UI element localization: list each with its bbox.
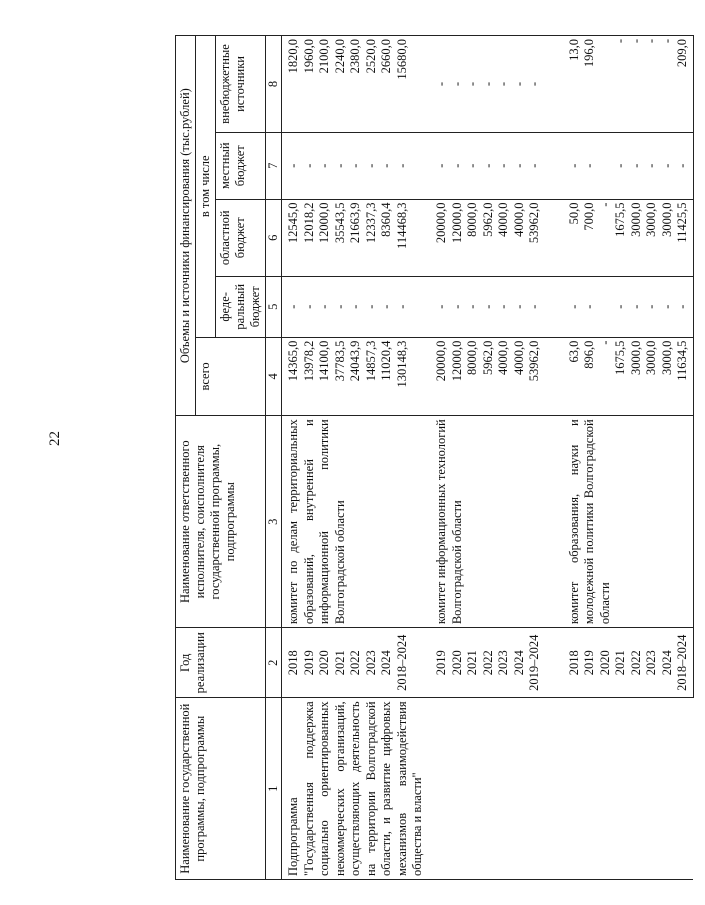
value-cell: - — [317, 304, 331, 309]
regional-values — [434, 203, 543, 273]
years-list — [286, 631, 410, 694]
value-cell: 63,0 — [566, 340, 581, 363]
value-cell: 2021 — [613, 650, 627, 676]
value-cell: - — [496, 163, 510, 168]
value-cell: 2023 — [363, 650, 378, 676]
header-funding: Объемы и источники финансирования (тыс.рублей) — [176, 36, 196, 416]
value-cell — [598, 280, 614, 334]
value-cell: 2018 — [286, 650, 300, 676]
value-cell: 4000,0 — [511, 340, 526, 375]
value-cell: 2019 — [434, 650, 448, 676]
value-cell: 12000,0 — [449, 202, 464, 244]
value-cell: - — [465, 81, 479, 87]
value-cell: - — [675, 163, 689, 168]
value-cell: 2380,0 — [348, 39, 362, 74]
value-cell: 12018,2 — [301, 202, 316, 244]
value-cell: - — [449, 304, 464, 309]
value-cell: - — [465, 304, 479, 309]
value-cell: - — [317, 163, 331, 168]
header-regional: областной бюджет — [216, 199, 266, 276]
federal-values — [567, 280, 691, 334]
value-cell: - — [286, 163, 300, 168]
value-cell: - — [480, 81, 495, 87]
value-cell: - — [613, 304, 627, 309]
subprogram-name: Подпрограмма "Государственная поддержка социально ориентированных некоммерческих организаций, осуществляющих деятельность на территории Волгоградской области, и развитие цифровых механизмов взаимодействия общества и власти" — [282, 698, 694, 880]
value-cell: - — [628, 304, 643, 309]
header-offbudget: внебюджетные источники — [216, 36, 266, 133]
value-cell: 11425,5 — [675, 202, 689, 243]
value-cell: 14857,3 — [363, 340, 378, 382]
header-year: Год реализации — [176, 628, 266, 698]
value-cell: 2018 — [566, 650, 581, 676]
value-cell: 14100,0 — [317, 340, 331, 382]
regional-values — [567, 203, 691, 273]
value-cell: 3000,0 — [644, 202, 658, 237]
years-list — [567, 631, 691, 694]
value-cell: - — [597, 202, 612, 207]
total-values — [434, 341, 543, 413]
value-cell: 2240,0 — [332, 39, 347, 74]
value-cell: - — [511, 304, 526, 309]
value-cell: 2023 — [496, 650, 510, 676]
value-cell: 21663,9 — [348, 202, 362, 244]
value-cell: 3000,0 — [628, 202, 643, 237]
federal-values — [286, 280, 410, 334]
offbudget-values — [434, 39, 543, 129]
value-cell: - — [613, 163, 627, 168]
column-number: 6 — [266, 199, 282, 276]
value-cell: 1675,5 — [613, 340, 627, 375]
value-cell: - — [659, 163, 674, 168]
value-cell: 3000,0 — [628, 340, 643, 375]
value-cell: - — [286, 304, 300, 309]
value-cell: - — [613, 39, 627, 44]
value-cell: 2020 — [449, 650, 464, 676]
value-cell: - — [434, 81, 448, 87]
rotated-table-area — [175, 35, 705, 880]
offbudget-values — [286, 39, 410, 129]
column-number: 8 — [266, 36, 282, 133]
value-cell: 2020 — [597, 650, 612, 676]
header-including: в том числе — [196, 36, 216, 338]
local-values — [286, 136, 410, 196]
financing-table — [175, 35, 694, 880]
page-number: 22 — [47, 431, 63, 446]
value-cell: 4000,0 — [511, 202, 526, 237]
total-values — [286, 341, 410, 413]
value-cell: 2018–2024 — [675, 634, 689, 691]
value-cell: 1820,0 — [286, 39, 300, 74]
value-cell: - — [675, 304, 689, 309]
value-cell: - — [644, 39, 658, 44]
value-cell: 2660,0 — [379, 39, 393, 74]
header-federal: феде-ральный бюджет — [216, 277, 266, 338]
header-local: местный бюджет — [216, 132, 266, 199]
value-cell: 2022 — [348, 650, 362, 676]
value-cell: - — [379, 304, 393, 309]
value-cell: - — [434, 163, 448, 168]
header-executor: Наименование ответственного исполнителя, соисполнителя государственной программы, подпрограммы — [176, 416, 266, 628]
value-cell: - — [644, 163, 658, 168]
value-cell: 11634,5 — [675, 340, 689, 381]
value-cell: 50,0 — [566, 202, 581, 225]
value-cell: 2023 — [644, 650, 658, 676]
value-cell: 2019–2024 — [527, 634, 541, 691]
value-cell: - — [628, 163, 643, 168]
value-cell: - — [363, 304, 378, 309]
value-cell: - — [394, 304, 409, 309]
column-number: 3 — [266, 416, 282, 628]
value-cell: 8000,0 — [465, 340, 479, 375]
value-cell: 13978,2 — [301, 340, 316, 382]
column-number: 5 — [266, 277, 282, 338]
value-cell: 13,0 — [566, 39, 581, 61]
value-cell: - — [496, 81, 510, 87]
executor-name: комитет информационных технологий Волгоградской области — [412, 416, 545, 628]
value-cell: - — [348, 163, 362, 168]
value-cell: 24043,9 — [348, 340, 362, 382]
value-cell: - — [511, 81, 526, 87]
value-cell: - — [527, 304, 541, 309]
value-cell: - — [379, 163, 393, 168]
column-number: 7 — [266, 132, 282, 199]
value-cell: - — [566, 304, 581, 309]
local-values — [567, 136, 691, 196]
value-cell: 4000,0 — [496, 202, 510, 237]
executor-name: комитет образования, науки и молодежной политики Волгоградской области — [545, 416, 694, 628]
header-program: Наименование государственной программы, подпрограммы — [176, 698, 266, 880]
value-cell: 5962,0 — [480, 202, 495, 237]
column-number: 2 — [266, 628, 282, 698]
value-cell: 53962,0 — [527, 340, 541, 382]
value-cell: - — [659, 304, 674, 309]
value-cell: 37783,5 — [332, 340, 347, 382]
value-cell: - — [659, 39, 674, 44]
value-cell: - — [480, 304, 495, 309]
value-cell: 896,0 — [582, 340, 596, 369]
value-cell: - — [496, 304, 510, 309]
value-cell: 15680,0 — [394, 39, 409, 80]
value-cell: 2024 — [659, 650, 674, 676]
value-cell: 14365,0 — [286, 340, 300, 382]
value-cell: 5962,0 — [480, 340, 495, 375]
value-cell: 2024 — [379, 650, 393, 676]
value-cell: - — [301, 163, 316, 168]
value-cell: - — [394, 163, 409, 168]
value-cell: 4000,0 — [496, 340, 510, 375]
value-cell: 11020,4 — [379, 340, 393, 381]
value-cell: - — [628, 39, 643, 44]
value-cell: - — [449, 81, 464, 87]
value-cell: - — [527, 81, 541, 87]
value-cell: - — [332, 304, 347, 309]
value-cell: 1960,0 — [301, 39, 316, 74]
value-cell: - — [511, 163, 526, 168]
value-cell: 8360,4 — [379, 202, 393, 237]
value-cell: 20000,0 — [434, 340, 448, 382]
executor-name: комитет по делам территориальных образований, внутренней и информационной политики Волгоградской области — [282, 416, 413, 628]
value-cell: 12000,0 — [317, 202, 331, 244]
column-number: 1 — [266, 698, 282, 880]
value-cell: 2020 — [317, 650, 331, 676]
value-cell: - — [480, 163, 495, 168]
value-cell: 35543,5 — [332, 202, 347, 244]
column-number: 4 — [266, 337, 282, 416]
value-cell — [598, 136, 614, 196]
value-cell: - — [597, 340, 612, 345]
value-cell: 8000,0 — [465, 202, 479, 237]
value-cell: - — [566, 163, 581, 168]
value-cell: - — [449, 163, 464, 168]
value-cell: - — [363, 163, 378, 168]
value-cell: 3000,0 — [659, 202, 674, 237]
value-cell: - — [582, 163, 596, 168]
value-cell: 3000,0 — [659, 340, 674, 375]
value-cell: 2022 — [480, 650, 495, 676]
table-row — [282, 36, 413, 880]
value-cell: 12337,3 — [363, 202, 378, 244]
value-cell: 2021 — [332, 650, 347, 676]
value-cell: - — [527, 163, 541, 168]
total-values — [567, 341, 691, 413]
value-cell: - — [434, 304, 448, 309]
value-cell: 12545,0 — [286, 202, 300, 244]
value-cell: 2520,0 — [363, 39, 378, 74]
offbudget-values — [567, 39, 691, 129]
value-cell: 130148,3 — [394, 340, 409, 388]
value-cell: 209,0 — [675, 39, 689, 68]
value-cell: 196,0 — [582, 39, 596, 68]
value-cell: 114468,3 — [394, 202, 409, 249]
value-cell: 2024 — [511, 650, 526, 676]
value-cell: - — [332, 163, 347, 168]
regional-values — [286, 203, 410, 273]
value-cell: 2100,0 — [317, 39, 331, 74]
value-cell: 2019 — [582, 650, 596, 676]
value-cell: - — [301, 304, 316, 309]
value-cell: 12000,0 — [449, 340, 464, 382]
federal-values — [434, 280, 543, 334]
value-cell: - — [644, 304, 658, 309]
value-cell: 2022 — [628, 650, 643, 676]
value-cell: - — [348, 304, 362, 309]
value-cell: 2021 — [465, 650, 479, 676]
value-cell: 53962,0 — [527, 202, 541, 244]
value-cell: - — [582, 304, 596, 309]
value-cell: 2019 — [301, 650, 316, 676]
value-cell: 700,0 — [582, 202, 596, 231]
value-cell: - — [465, 163, 479, 168]
value-cell: 1675,5 — [613, 202, 627, 237]
local-values — [434, 136, 543, 196]
value-cell: 2018–2024 — [394, 634, 409, 691]
value-cell: 3000,0 — [644, 340, 658, 375]
value-cell — [598, 39, 614, 129]
years-list — [434, 631, 543, 694]
value-cell: 20000,0 — [434, 202, 448, 244]
header-total: всего — [196, 337, 266, 416]
